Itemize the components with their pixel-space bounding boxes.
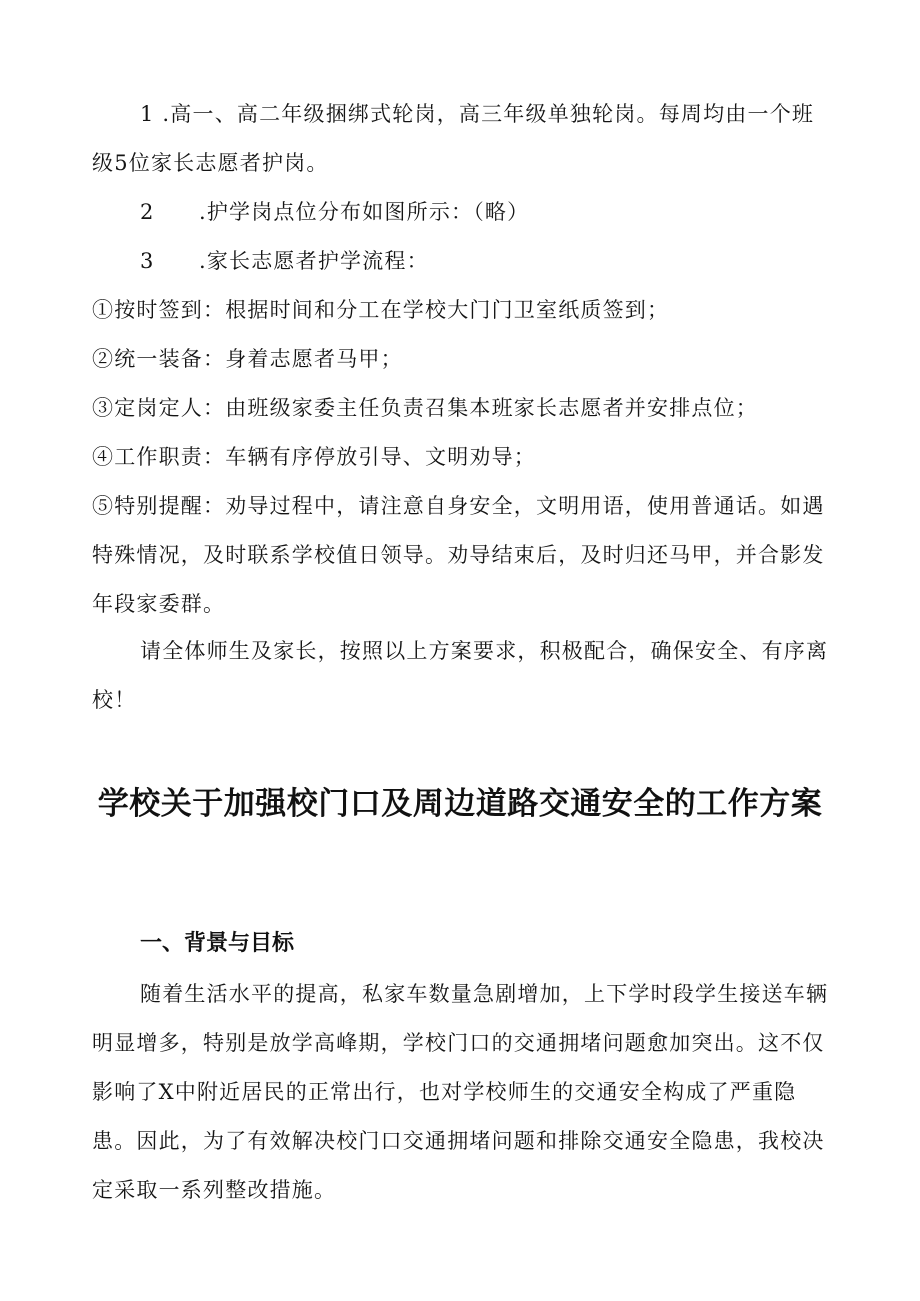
closing-paragraph: 请全体师生及家长，按照以上方案要求，积极配合，确保安全、有序离校！	[92, 639, 829, 712]
item-3-paragraph: 3 .家长志愿者护学流程：	[140, 249, 429, 273]
section-1-heading: 一、背景与目标	[140, 931, 295, 956]
section-1-body: 随着生活水平的提高，私家车数量急剧增加，上下学时段学生接送车辆明显增多，特别是放学高峰期，学校门口的交通拥堵问题愈加突出。这不仅影响了X中附近居民的正常出行，也对学校师生的交通安全构成了严重隐患。因此，为了有效解决校门口交通拥堵问题和排除交通安全隐患，我校决定采取一系列整改措施。	[92, 982, 829, 1202]
item-1-paragraph: 1 .高一、高二年级捆绑式轮岗，高三年级单独轮岗。每周均由一个班级5位家长志愿者护岗。	[92, 102, 815, 175]
document-title: 学校关于加强校门口及周边道路交通安全的工作方案	[97, 786, 823, 822]
step-3-posting: ③定岗定人：由班级家委主任负责召集本班家长志愿者并安排点位；	[92, 396, 758, 420]
step-1-sign-in: ①按时签到：根据时间和分工在学校大门门卫室纸质签到；	[92, 298, 670, 322]
step-2-equipment: ②统一装备：身着志愿者马甲；	[92, 347, 403, 371]
step-4-duties: ④工作职责：车辆有序停放引导、文明劝导；	[92, 445, 536, 469]
item-2-paragraph: 2 .护学岗点位分布如图所示：（略）	[140, 200, 530, 224]
step-5-reminder: ⑤特别提醒：劝导过程中，请注意自身安全，文明用语，使用普通话。如遇特殊情况，及时联系学校值日领导。劝导结束后，及时归还马甲，并合影发年段家委群。	[92, 494, 825, 616]
